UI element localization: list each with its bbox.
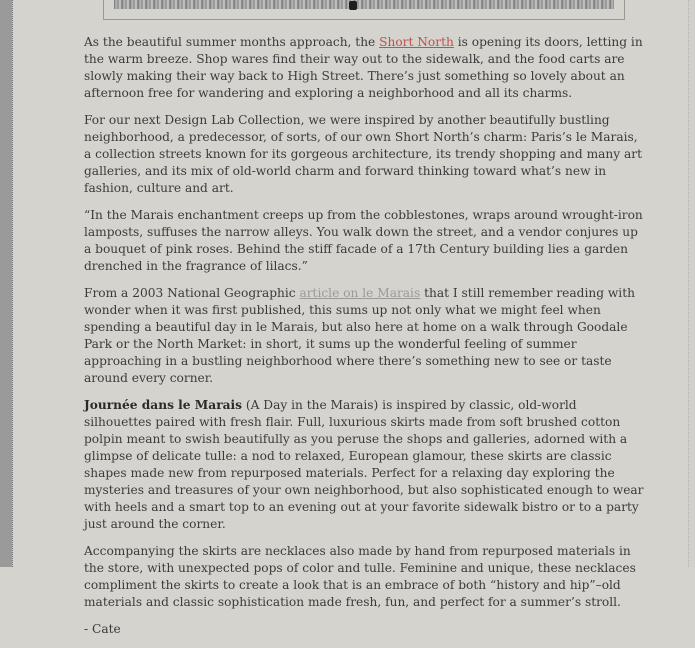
page-left-border bbox=[12, 0, 13, 567]
page-left-margin bbox=[0, 0, 12, 567]
paragraph-inspiration: For our next Design Lab Collection, we were inspired by another beautifully bustling neighborhood, a predecessor, of sorts, of our own Short North’s charm: Paris’s le Marais, a collection streets known for its gorgeous architecture, its trendy shopping and many art galleries, and its mix of old-world charm and forward thinking toward what’s new in fashion, culture and art. bbox=[84, 113, 643, 195]
paragraph-text: As the beautiful summer months approach, the bbox=[84, 35, 380, 49]
post-image bbox=[114, 0, 614, 9]
paragraph-text: From a 2003 National Geographic bbox=[84, 286, 300, 300]
paragraph-source bbox=[84, 285, 647, 387]
paragraph-text: that I still remember reading with wonder when it was first published, this sums up not only what we might feel when spending a beautiful day in le Marais, but also here at home on a walk through Goodale Park or the North Market: in short, it sums up the wonderful feeling of summer approaching in a bustling neighborhood where there’s something new to see or taste around every corner. bbox=[84, 286, 635, 385]
paragraph-text: (A Day in the Marais) is inspired by classic, old-world silhouettes paired with fresh flair. Full, luxurious skirts made from soft brushed cotton polpin meant to swish beautifully as you peruse the shops and galleries, adorned with a glimpse of delicate tulle: a nod to relaxed, European glamour, these skirts are classic shapes made new from repurposed materials. Perfect for a relaxing day exploring the mysteries and treasures of your own neighborhood, but also sophisticated enough to wear with heels and a smart top to an evening out at your favorite sidewalk bistro or to a party just around the corner. bbox=[84, 398, 644, 531]
signature: - Cate bbox=[84, 622, 121, 636]
paragraph-quote: “In the Marais enchantment creeps up from the cobblestones, wraps around wrought-iron lamposts, suffuses the narrow alleys. You walk down the street, and a vendor conjures up a bouquet of pink roses. Behind the stiff facade of a 17th Century building lies a garden drenched in the fragrance of lilacs.” bbox=[84, 208, 643, 273]
page-right-margin bbox=[689, 0, 695, 567]
post-body bbox=[84, 34, 647, 648]
paragraph-text: is opening its doors, letting in the warm breeze. Shop wares find their way out to the sidewalk, and the food carts are slowly making their way back to High Street. There’s just something so lovely about an afternoon free for wandering and exploring a neighborhood and all its charms. bbox=[84, 35, 643, 100]
paragraph-intro bbox=[84, 34, 647, 102]
post-image-figure bbox=[349, 1, 357, 10]
paragraph-necklaces: Accompanying the skirts are necklaces also made by hand from repurposed materials in the store, with unexpected pops of color and tulle. Feminine and unique, these necklaces compliment the skirts to create a look that is an embrace of both “history and hip”–old materials and classic sophistication made fresh, fun, and perfect for a summer’s stroll. bbox=[84, 544, 636, 609]
post-image-frame bbox=[103, 0, 625, 20]
short-north-link[interactable]: Short North bbox=[379, 35, 454, 49]
national-geographic-article-link[interactable]: article on le Marais bbox=[299, 286, 421, 300]
paragraph-collection bbox=[84, 397, 647, 533]
collection-title: Journée dans le Marais bbox=[84, 398, 242, 412]
